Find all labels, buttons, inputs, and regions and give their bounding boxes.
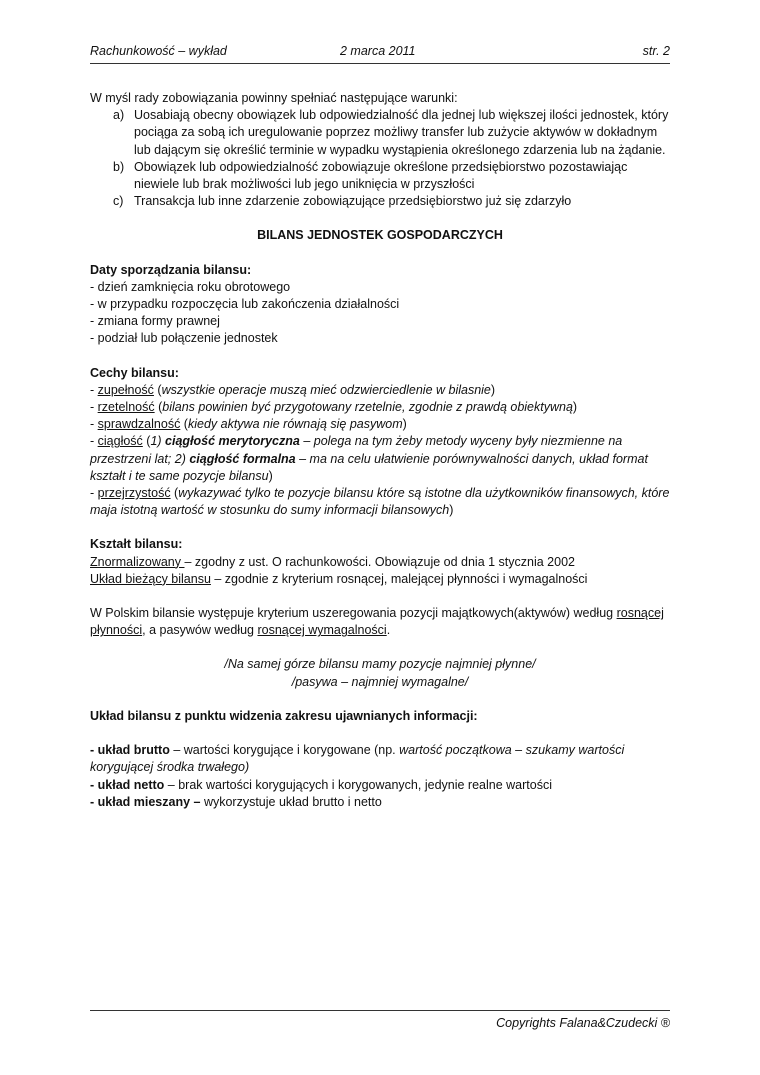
- document-page: [90, 0, 670, 1075]
- layout-mieszany: - układ mieszany – wykorzystuje układ brutto i netto: [90, 794, 382, 809]
- feature-completeness: - zupełność (wszystkie operacje muszą mieć odzwierciedlenie w bilasnie): [90, 382, 496, 397]
- quote-line: /pasywa – najmniej wymagalne/: [291, 674, 469, 689]
- header-date: 2 marca 2011: [340, 44, 416, 58]
- intro-text: W myśl rady zobowiązania powinny spełniać następujące warunki:: [90, 91, 458, 105]
- feature-term: sprawdzalność: [97, 417, 181, 432]
- header-title: Rachunkowość – wykład: [90, 44, 227, 58]
- layout-brutto: - układ brutto – wartości korygujące i korygowane (np. wartość początkowa – szukamy wartości korygującej środka trwałego): [90, 743, 625, 775]
- feature-subterm: ciągłość formalna: [189, 451, 296, 466]
- feature-verifiability: - sprawdzalność (kiedy aktywa nie równają się pasywom): [90, 417, 407, 432]
- list-item: - podział lub połączenie jednostek: [90, 331, 278, 346]
- feature-description: kiedy aktywa nie równają się pasywom: [187, 417, 403, 432]
- list-item: [90, 193, 670, 210]
- feature-description: bilans powinien być przygotowany rzetelnie, zgodnie z prawdą obiektywną: [162, 400, 573, 415]
- list-item: - w przypadku rozpoczęcia lub zakończenia działalności: [90, 297, 400, 312]
- header-divider: [90, 63, 670, 64]
- feature-reliability: - rzetelność (bilans powinien być przygotowany rzetelnie, zgodnie z prawdą obiektywną): [90, 400, 578, 415]
- features-heading: Cechy bilansu:: [90, 365, 179, 380]
- list-item: - dzień zamknięcia roku obrotowego: [90, 279, 291, 294]
- quote-line: /Na samej górze bilansu mamy pozycje najmniej płynne/: [224, 657, 536, 672]
- shape-term: Układ bieżący bilansu: [90, 571, 211, 586]
- list-item: - zmiana formy prawnej: [90, 314, 220, 329]
- feature-term: zupełność: [97, 382, 154, 397]
- list-item: [90, 107, 670, 159]
- feature-continuity: - ciągłość (1) ciągłość merytoryczna – polega na tym żeby metody wyceny były niezmienne na przestrzeni lat; 2) ciągłość formalna – ma na celu ułatwienie porównywalności danych, układ format kształt i te same pozycje bilansu): [90, 434, 648, 483]
- feature-subterm: ciągłość merytoryczna: [165, 434, 300, 449]
- section-title: BILANS JEDNOSTEK GOSPODARCZYCH: [257, 228, 503, 243]
- feature-term: rzetelność: [97, 400, 155, 415]
- layout-heading: Układ bilansu z punktu widzenia zakresu ujawnianych informacji:: [90, 708, 478, 723]
- page-footer: Copyrights Falana&Czudecki ®: [496, 1016, 670, 1030]
- shape-current: Układ bieżący bilansu – zgodnie z kryterium rosnącej, malejącej płynności i wymagalności: [90, 571, 588, 586]
- list-item-label: b): [113, 159, 125, 174]
- header-page-number: str. 2: [642, 44, 670, 58]
- feature-transparency: - przejrzystość (wykazywać tylko te pozycje bilansu które są istotne dla użytkowników finansowych, które maja istotną wartość w stosunku do sumy informacji bilansowych): [90, 486, 670, 518]
- list-item-text: Uosabiają obecny obowiązek lub odpowiedzialność dla jednej lub większej ilości jednostek, który pociąga za sobą ich uregulowanie poprzez możliwy transfer lub zużycie aktywów w dokładnym lub dającym się określić terminie w wypadku wystąpienia określonego zdarzenia lub na żądanie.: [134, 108, 669, 157]
- footer-divider: [90, 1010, 670, 1011]
- layout-netto: - układ netto – brak wartości korygujących i korygowanych, jedynie realne wartości: [90, 777, 552, 792]
- feature-term: przejrzystość: [97, 486, 171, 501]
- dates-heading: Daty sporządzania bilansu:: [90, 262, 252, 277]
- list-item-text: Obowiązek lub odpowiedzialność zobowiązuje określone przedsiębiorstwo pozostawiając niewiele lub brak możliwości lub jego uniknięcia w przyszłości: [134, 159, 628, 192]
- polish-balance-paragraph: W Polskim bilansie występuje kryterium uszeregowania pozycji majątkowych(aktywów) według rosnącej płynności, a pasywów według rosnącej wymagalności.: [90, 606, 664, 638]
- list-item-text: Transakcja lub inne zdarzenie zobowiązujące przedsiębiorstwo już się zdarzyło: [134, 194, 572, 209]
- list-item-label: a): [113, 108, 125, 123]
- list-item-label: c): [113, 194, 124, 209]
- conditions-list: [90, 107, 670, 210]
- list-item: [90, 159, 670, 193]
- shape-heading: Kształt bilansu:: [90, 537, 183, 552]
- shape-normalized: Znormalizowany – zgodny z ust. O rachunkowości. Obowiązuje od dnia 1 stycznia 2002: [90, 554, 575, 569]
- document-body: [90, 90, 670, 811]
- feature-description: wykazywać tylko te pozycje bilansu które są istotne dla użytkowników finansowych, które maja istotną wartość w stosunku do sumy informacji bilansowych: [90, 486, 670, 518]
- feature-term: ciągłość: [97, 434, 143, 449]
- shape-term: Znormalizowany: [90, 554, 185, 569]
- feature-description: wszystkie operacje muszą mieć odzwierciedlenie w bilasnie: [161, 382, 491, 397]
